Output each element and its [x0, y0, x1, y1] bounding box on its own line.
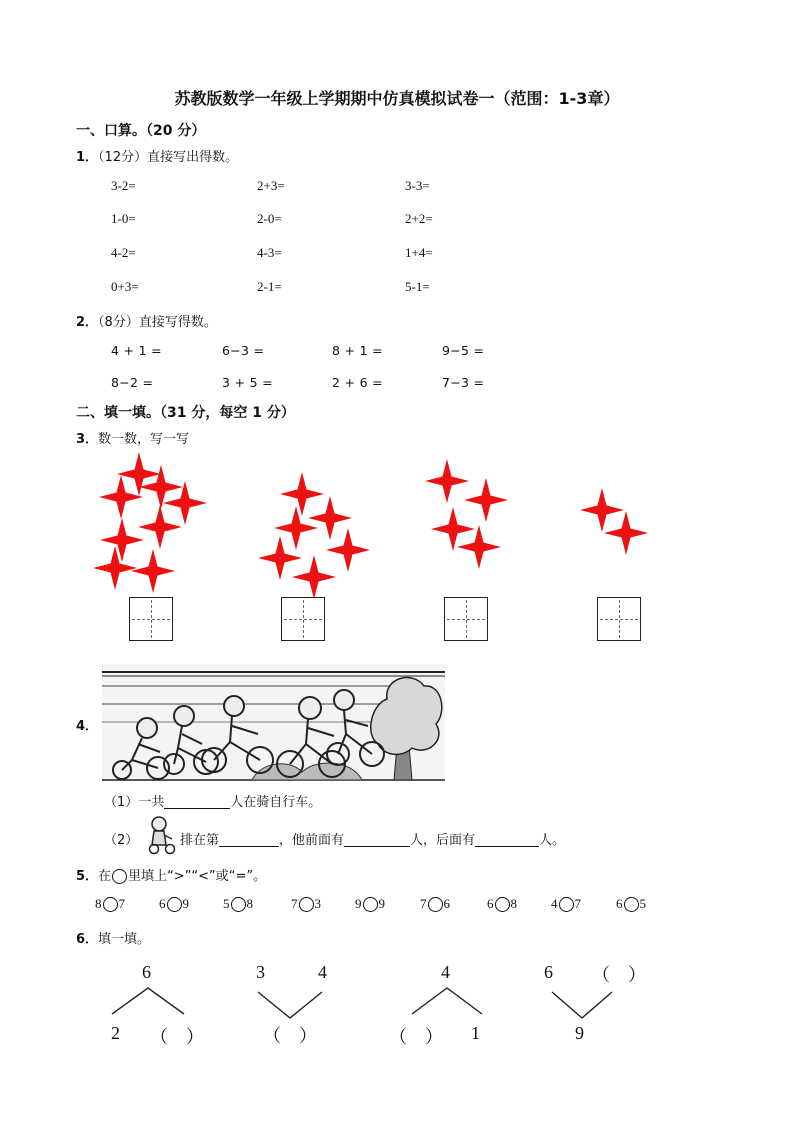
- tree-2-top-left: 3: [256, 962, 265, 982]
- question-5-text-b: 里填上“>”“<”或“=”。: [128, 869, 267, 884]
- left-number: 9: [355, 896, 362, 911]
- expression: 0+3=: [111, 279, 139, 294]
- right-number: 8: [246, 896, 253, 911]
- answer-circle[interactable]: [167, 897, 182, 912]
- star-groups: [0, 440, 794, 600]
- expression: 4-3=: [257, 245, 282, 260]
- tree-4-bottom: 9: [575, 1023, 584, 1043]
- question-4-num-label: 4．: [76, 719, 99, 734]
- part-2-text-d: 人。: [539, 833, 566, 848]
- expression: 8−2 =: [111, 375, 154, 390]
- child-cyclist-icon: [146, 815, 176, 855]
- star-icon: [292, 555, 336, 599]
- star-icon: [93, 546, 137, 590]
- answer-blank[interactable]: [475, 832, 539, 847]
- expression: 3-2=: [111, 178, 136, 193]
- star-icon: [604, 511, 648, 555]
- left-number: 7: [420, 896, 427, 911]
- tree-4-top-right-blank[interactable]: （ ）: [592, 965, 646, 985]
- question-4-part-1: [104, 791, 321, 810]
- expression: 7−3 =: [442, 375, 485, 390]
- question-2-text: （8分）直接写得数。: [98, 315, 217, 330]
- question-4-number: [76, 715, 98, 734]
- bond-tree-4-lines: [552, 992, 612, 1018]
- compare-item: [420, 896, 450, 912]
- cyclists-illustration: [102, 664, 445, 781]
- right-number: 7: [118, 896, 125, 911]
- question-6-number: 6．: [76, 932, 99, 947]
- left-number: 6: [487, 896, 494, 911]
- tree-3-bottom-left-blank[interactable]: （ ）: [389, 1027, 443, 1047]
- answer-circle[interactable]: [559, 897, 574, 912]
- right-number: 8: [510, 896, 517, 911]
- left-number: 6: [159, 896, 166, 911]
- compare-item: [95, 896, 125, 912]
- answer-blank[interactable]: [219, 832, 279, 847]
- compare-item: [616, 896, 646, 912]
- question-1-number: 1．: [76, 150, 99, 165]
- right-number: 7: [574, 896, 581, 911]
- left-number: 8: [95, 896, 102, 911]
- tree-4-top-left: 6: [544, 962, 553, 982]
- answer-blank[interactable]: [164, 794, 230, 809]
- compare-item: [223, 896, 253, 912]
- tree-3-bottom-right: 1: [471, 1023, 480, 1043]
- right-number: 6: [443, 896, 450, 911]
- left-number: 7: [291, 896, 298, 911]
- question-6-text: 填一填。: [98, 932, 151, 947]
- expression: 3 + 5 =: [222, 375, 273, 390]
- question-4-part-2-body: [180, 829, 565, 848]
- tree-1-bottom-left: 2: [111, 1023, 120, 1043]
- compare-item: [291, 896, 321, 912]
- answer-circle[interactable]: [231, 897, 246, 912]
- part-1-suffix: 人在骑自行车。: [230, 795, 322, 810]
- expression: 2+2=: [405, 211, 433, 226]
- question-5-text-a: 在: [98, 869, 112, 884]
- question-5-number: 5．: [76, 869, 99, 884]
- expression: 9−5 =: [442, 343, 485, 358]
- expression: 4 + 1 =: [111, 343, 162, 358]
- answer-box[interactable]: [597, 597, 641, 641]
- expression: 2-0=: [257, 211, 282, 226]
- expression: 8 + 1 =: [332, 343, 383, 358]
- tree-2-top-right: 4: [318, 962, 327, 982]
- answer-box[interactable]: [129, 597, 173, 641]
- star-icon: [280, 472, 324, 516]
- question-4-part-2: [104, 829, 138, 848]
- part-2-text-a: 排在第: [180, 833, 220, 848]
- question-3-text: 数一数，写一写: [98, 432, 190, 447]
- compare-item: [487, 896, 517, 912]
- expression: 6−3 =: [222, 343, 265, 358]
- star-icon: [425, 459, 469, 503]
- part-2-text-b: ，他前面有: [279, 833, 345, 848]
- right-number: 5: [639, 896, 646, 911]
- star-icon: [131, 549, 175, 593]
- tree-1-bottom-right-blank[interactable]: （ ）: [150, 1027, 204, 1047]
- question-3-number: 3．: [76, 432, 99, 447]
- expression: 3-3=: [405, 178, 430, 193]
- compare-item: [551, 896, 581, 912]
- bond-tree-2-lines: [258, 992, 322, 1018]
- answer-circle[interactable]: [103, 897, 118, 912]
- question-2-number: 2．: [76, 315, 99, 330]
- answer-circle[interactable]: [299, 897, 314, 912]
- star-group-3: [425, 459, 508, 569]
- star-group-4: [580, 488, 648, 555]
- answer-box[interactable]: [444, 597, 488, 641]
- tree-2-bottom-blank[interactable]: （ ）: [263, 1026, 317, 1046]
- star-group-2: [258, 472, 370, 599]
- expression: 2-1=: [257, 279, 282, 294]
- question-5-prompt: [76, 865, 266, 884]
- expression: 1+4=: [405, 245, 433, 260]
- right-number: 3: [314, 896, 321, 911]
- answer-circle[interactable]: [624, 897, 639, 912]
- section-2-heading: 二、填一填。（31 分，每空 1 分）: [76, 405, 295, 421]
- circle-icon: [112, 869, 127, 884]
- answer-circle[interactable]: [495, 897, 510, 912]
- compare-item: [355, 896, 385, 912]
- bond-tree-1-lines: [112, 988, 184, 1014]
- star-icon: [326, 528, 370, 572]
- right-number: 9: [182, 896, 189, 911]
- left-number: 6: [616, 896, 623, 911]
- part-2-text-c: 人，后面有: [410, 833, 476, 848]
- answer-box[interactable]: [281, 597, 325, 641]
- star-icon: [580, 488, 624, 532]
- page-title: 苏教版数学一年级上学期期中仿真模拟试卷一（范围：1-3章）: [174, 89, 620, 108]
- left-number: 5: [223, 896, 230, 911]
- star-icon: [138, 505, 182, 549]
- question-2-prompt: [76, 311, 217, 330]
- star-group-1: [93, 452, 207, 593]
- bond-tree-3-lines: [412, 988, 482, 1014]
- question-6-prompt: [76, 928, 150, 947]
- section-1-heading: 一、口算。（20 分）: [76, 123, 206, 139]
- left-number: 4: [551, 896, 558, 911]
- expression: 2 + 6 =: [332, 375, 383, 390]
- tree-3-top: 4: [441, 962, 450, 982]
- expression: 5-1=: [405, 279, 430, 294]
- expression: 4-2=: [111, 245, 136, 260]
- star-icon: [464, 478, 508, 522]
- question-1-text: （12分）直接写出得数。: [98, 150, 239, 165]
- answer-circle[interactable]: [428, 897, 443, 912]
- star-icon: [308, 496, 352, 540]
- right-number: 9: [378, 896, 385, 911]
- tree-1-top: 6: [142, 962, 151, 982]
- part-1-prefix: （1）一共: [104, 795, 165, 810]
- compare-item: [159, 896, 189, 912]
- star-icon: [100, 518, 144, 562]
- expression: 1-0=: [111, 211, 136, 226]
- answer-circle[interactable]: [363, 897, 378, 912]
- answer-blank[interactable]: [344, 832, 410, 847]
- part-2-prefix: （2）: [104, 833, 139, 848]
- question-1-prompt: [76, 146, 238, 165]
- expression: 2+3=: [257, 178, 285, 193]
